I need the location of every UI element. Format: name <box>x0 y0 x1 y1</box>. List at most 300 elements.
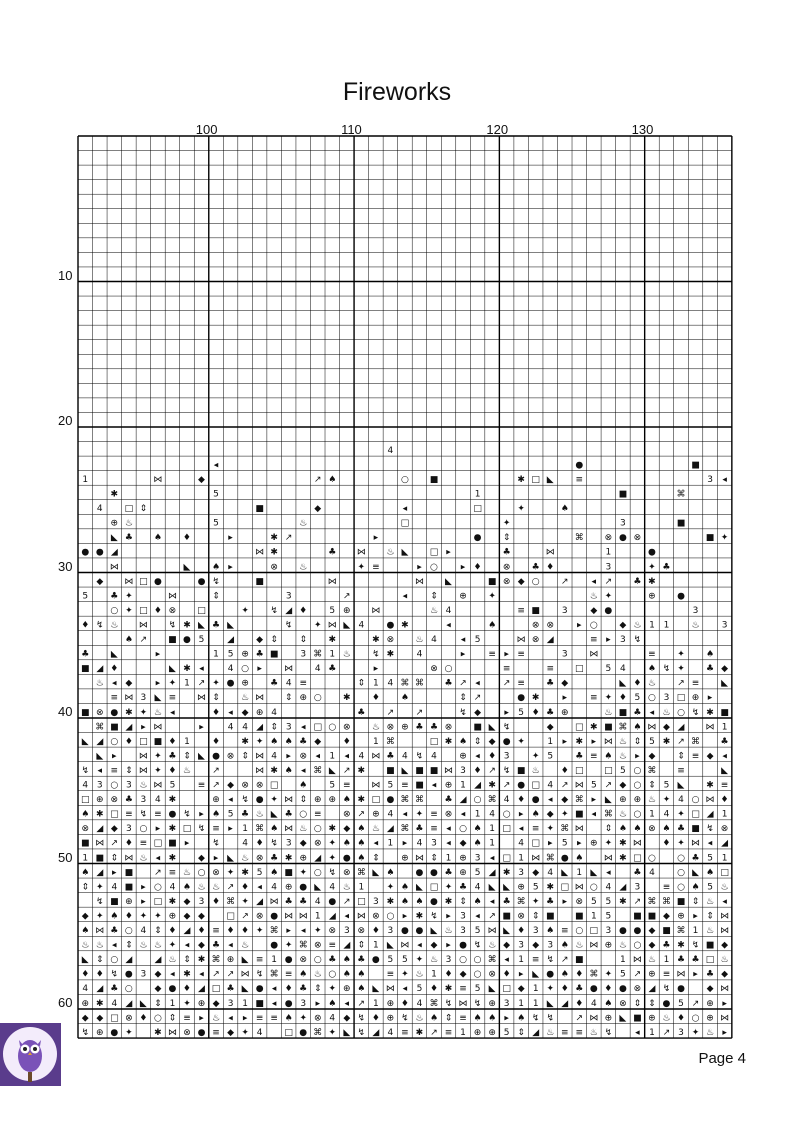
stitch-symbol: ✦ <box>139 707 148 718</box>
stitch-symbol: ⊕ <box>604 940 613 951</box>
stitch-symbol: ↯ <box>633 635 642 646</box>
stitch-symbol: ● <box>517 780 526 791</box>
stitch-symbol: 5 <box>402 955 408 966</box>
stitch-symbol: ↯ <box>96 620 104 631</box>
stitch-symbol: 5 <box>649 736 655 747</box>
stitch-symbol: 1 <box>329 751 336 762</box>
stitch-symbol: ♣ <box>662 940 671 951</box>
row-number: 20 <box>58 413 73 428</box>
stitch-symbol: ▸ <box>518 969 524 980</box>
stitch-symbol: ⌘ <box>676 926 686 937</box>
stitch-symbol: ⇕ <box>430 853 438 864</box>
stitch-symbol: ◆ <box>517 576 525 587</box>
stitch-symbol: ◣ <box>430 926 438 937</box>
stitch-symbol: ⌘ <box>560 824 570 835</box>
stitch-symbol: ○ <box>444 664 453 675</box>
stitch-symbol: ♠ <box>386 867 395 878</box>
stitch-symbol: 1 <box>329 649 336 660</box>
stitch-symbol: ↗ <box>488 911 496 922</box>
row-number: 30 <box>58 558 73 574</box>
stitch-symbol: ⋈ <box>255 547 265 558</box>
stitch-symbol: ⋈ <box>458 998 468 1009</box>
stitch-symbol: ↯ <box>473 998 482 1009</box>
stitch-symbol: ♦ <box>618 693 627 704</box>
stitch-symbol: ✦ <box>386 882 395 893</box>
stitch-symbol: 1 <box>314 911 321 922</box>
stitch-symbol: 4 <box>678 795 684 806</box>
stitch-symbol: □ <box>429 882 439 893</box>
stitch-symbol: ● <box>386 795 395 806</box>
stitch-symbol: 5 <box>518 707 525 718</box>
stitch-symbol: ⊗ <box>386 635 395 646</box>
stitch-symbol: ◂ <box>112 940 117 951</box>
stitch-symbol: 4 <box>314 664 321 675</box>
stitch-symbol: ♨ <box>371 824 380 835</box>
stitch-symbol: ⋈ <box>400 940 410 951</box>
stitch-symbol: ▸ <box>504 649 509 660</box>
stitch-symbol: ↗ <box>226 882 235 893</box>
stitch-symbol: 1 <box>358 882 365 893</box>
stitch-symbol: ♨ <box>168 955 177 966</box>
stitch-symbol: ✱ <box>183 969 191 980</box>
stitch-symbol: ◂ <box>300 765 306 776</box>
stitch-symbol: 1 <box>663 620 670 631</box>
stitch-symbol: ♣ <box>575 751 584 762</box>
stitch-symbol: ⊗ <box>720 824 729 835</box>
stitch-symbol: ■ <box>269 649 279 660</box>
stitch-symbol: 4 <box>111 882 118 893</box>
stitch-symbol: ⋈ <box>705 795 715 806</box>
stitch-symbol: ◢ <box>96 664 104 675</box>
stitch-symbol: ◂ <box>446 838 451 849</box>
stitch-symbol: ⋈ <box>705 722 715 733</box>
stitch-symbol: ⋈ <box>603 736 613 747</box>
stitch-symbol: ⊕ <box>648 969 656 980</box>
stitch-symbol: ● <box>197 1027 206 1038</box>
stitch-symbol: ◂ <box>475 678 480 689</box>
stitch-symbol: ▸ <box>707 693 713 704</box>
stitch-symbol: ■ <box>415 780 424 791</box>
stitch-symbol: ✦ <box>255 926 264 937</box>
stitch-symbol: ≡ <box>691 678 700 689</box>
stitch-symbol: 1 <box>649 620 655 631</box>
stitch-symbol: ◣ <box>445 576 452 587</box>
stitch-symbol: ♦ <box>241 926 250 937</box>
stitch-symbol: ⊗ <box>299 751 307 762</box>
stitch-symbol: ◂ <box>402 984 408 995</box>
stitch-symbol: ⊗ <box>343 809 351 820</box>
stitch-symbol: ● <box>255 795 264 806</box>
stitch-symbol: ▸ <box>591 795 597 806</box>
stitch-symbol: 3 <box>518 867 525 878</box>
stitch-symbol: ◆ <box>212 998 220 1009</box>
stitch-symbol: 1 <box>184 736 190 747</box>
stitch-symbol: ⊕ <box>255 707 264 718</box>
stitch-symbol: 5 <box>503 1027 510 1038</box>
stitch-symbol: ↯ <box>502 765 511 776</box>
stitch-symbol: ⋈ <box>138 751 148 762</box>
stitch-symbol: ♣ <box>124 533 133 544</box>
stitch-symbol: ♨ <box>720 955 729 966</box>
stitch-symbol: ♣ <box>328 955 337 966</box>
stitch-symbol: ○ <box>531 576 540 587</box>
stitch-symbol: ■ <box>429 474 439 485</box>
stitch-symbol: ▸ <box>402 911 408 922</box>
stitch-symbol: □ <box>269 780 279 791</box>
stitch-symbol: ○ <box>139 824 148 835</box>
stitch-symbol: ■ <box>676 896 686 907</box>
stitch-symbol: 1 <box>271 955 278 966</box>
stitch-symbol: ⇕ <box>633 998 642 1009</box>
stitch-symbol: □ <box>604 765 613 776</box>
stitch-symbol: ◢ <box>256 896 264 907</box>
stitch-symbol: ▸ <box>446 911 451 922</box>
stitch-symbol: ♨ <box>182 765 192 776</box>
stitch-symbol: ↯ <box>430 911 438 922</box>
stitch-symbol: ◆ <box>663 911 670 922</box>
stitch-symbol: 4 <box>518 838 525 849</box>
stitch-symbol: 3 <box>140 795 147 806</box>
stitch-symbol: ◂ <box>504 955 509 966</box>
stitch-symbol: ♨ <box>444 926 453 937</box>
stitch-symbol: ■ <box>531 605 540 616</box>
stitch-symbol: ▸ <box>373 664 379 675</box>
stitch-symbol: ♣ <box>124 795 133 806</box>
stitch-symbol: ◢ <box>648 984 656 995</box>
stitch-symbol: ♣ <box>241 809 250 820</box>
stitch-symbol: ♣ <box>299 984 308 995</box>
stitch-symbol: ⋈ <box>414 853 424 864</box>
column-number: 110 <box>341 122 362 137</box>
stitch-symbol: ⊕ <box>691 693 700 704</box>
stitch-symbol: ◣ <box>721 678 729 689</box>
stitch-symbol: ⇕ <box>125 765 133 776</box>
stitch-symbol: ⇕ <box>125 940 133 951</box>
stitch-symbol: ▸ <box>242 1013 248 1024</box>
stitch-symbol: ⊕ <box>633 795 642 806</box>
stitch-symbol: ○ <box>313 824 322 835</box>
stitch-symbol: 4 <box>387 678 394 689</box>
stitch-symbol: ↗ <box>357 809 366 820</box>
stitch-symbol: ◢ <box>125 955 133 966</box>
stitch-symbol: ✱ <box>546 882 554 893</box>
stitch-symbol: ♠ <box>357 838 366 849</box>
stitch-symbol: ♣ <box>706 969 715 980</box>
stitch-symbol: ○ <box>648 853 656 864</box>
stitch-symbol: ↗ <box>110 838 119 849</box>
stitch-symbol: ■ <box>168 838 177 849</box>
stitch-symbol: ▸ <box>184 838 190 849</box>
stitch-symbol: ⊗ <box>357 926 366 937</box>
stitch-symbol: ✦ <box>212 678 220 689</box>
stitch-symbol: ◂ <box>228 1013 233 1024</box>
stitch-symbol: ⊗ <box>633 533 642 544</box>
stitch-symbol: ♦ <box>473 765 482 776</box>
stitch-symbol: ♨ <box>618 940 627 951</box>
stitch-symbol: ♠ <box>618 824 627 835</box>
stitch-symbol: □ <box>139 605 148 616</box>
stitch-symbol: ♦ <box>662 838 671 849</box>
stitch-symbol: ♣ <box>328 664 337 675</box>
stitch-symbol: ◢ <box>343 940 351 951</box>
stitch-symbol: ⋈ <box>255 693 265 704</box>
stitch-symbol: ⇕ <box>154 926 162 937</box>
stitch-symbol: ✦ <box>328 853 337 864</box>
stitch-symbol: ♠ <box>357 969 366 980</box>
stitch-symbol: ⋈ <box>574 882 584 893</box>
stitch-symbol: ♦ <box>197 926 206 937</box>
stitch-symbol: ○ <box>153 882 162 893</box>
stitch-symbol: 5 <box>474 984 481 995</box>
stitch-symbol: ■ <box>81 664 90 675</box>
stitch-symbol: ◆ <box>227 1027 235 1038</box>
stitch-symbol: ♠ <box>429 1013 439 1024</box>
stitch-symbol: 4 <box>474 882 481 893</box>
stitch-symbol: ⌘ <box>487 795 497 806</box>
stitch-symbol: ⊕ <box>459 867 467 878</box>
stitch-symbol: ≡ <box>125 809 133 820</box>
stitch-symbol: ⇕ <box>139 504 148 515</box>
stitch-symbol: ● <box>633 926 642 937</box>
stitch-symbol: ✦ <box>488 591 496 602</box>
stitch-symbol: ♠ <box>81 926 90 937</box>
stitch-symbol: ● <box>415 867 424 878</box>
stitch-symbol: ■ <box>95 853 105 864</box>
stitch-symbol: ✱ <box>125 707 133 718</box>
stitch-symbol: ⇕ <box>604 824 613 835</box>
stitch-symbol: ◢ <box>198 984 205 995</box>
stitch-symbol: ⊗ <box>430 664 438 675</box>
stitch-symbol: ◣ <box>372 867 380 878</box>
stitch-symbol: ◣ <box>168 664 176 675</box>
stitch-symbol: ≡ <box>212 824 220 835</box>
stitch-symbol: ⊕ <box>488 998 496 1009</box>
stitch-symbol: ▸ <box>155 649 161 660</box>
stitch-symbol: ⊗ <box>96 707 104 718</box>
stitch-symbol: ♦ <box>371 1013 380 1024</box>
stitch-symbol: ♠ <box>284 736 293 747</box>
stitch-symbol: ↗ <box>560 955 569 966</box>
stitch-symbol: ◆ <box>96 1013 104 1024</box>
stitch-symbol: 1 <box>82 474 89 485</box>
stitch-symbol: ⊕ <box>459 853 467 864</box>
stitch-symbol: ⇕ <box>430 591 438 602</box>
stitch-symbol: ⊕ <box>459 591 467 602</box>
stitch-symbol: ✱ <box>328 824 337 835</box>
stitch-symbol: ✦ <box>677 838 685 849</box>
stitch-symbol: ○ <box>677 867 685 878</box>
stitch-symbol: ↗ <box>560 780 569 791</box>
stitch-symbol: 1 <box>372 998 379 1009</box>
stitch-symbol: ⌘ <box>516 896 526 907</box>
stitch-symbol: ⌘ <box>313 765 323 776</box>
stitch-symbol: ◂ <box>228 940 233 951</box>
stitch-symbol: ■ <box>720 707 729 718</box>
stitch-symbol: ● <box>502 736 511 747</box>
stitch-symbol: ◢ <box>561 998 569 1009</box>
stitch-symbol: ▸ <box>199 1013 204 1024</box>
stitch-symbol: ♣ <box>299 896 308 907</box>
stitch-symbol: ⌘ <box>661 896 671 907</box>
stitch-symbol: ◆ <box>532 940 540 951</box>
stitch-symbol: 3 <box>692 605 699 616</box>
stitch-symbol: ⊗ <box>633 984 642 995</box>
stitch-symbol: ↯ <box>110 969 119 980</box>
stitch-symbol: ● <box>168 984 177 995</box>
stitch-symbol: ○ <box>691 795 700 806</box>
stitch-symbol: ⊗ <box>212 867 220 878</box>
stitch-symbol: ⌘ <box>414 678 424 689</box>
stitch-symbol: ♨ <box>618 736 627 747</box>
stitch-symbol: ◢ <box>183 926 191 937</box>
stitch-symbol: ▸ <box>213 853 219 864</box>
stitch-symbol: □ <box>531 838 540 849</box>
stitch-symbol: ◢ <box>721 838 729 849</box>
stitch-symbol: ⇕ <box>677 751 685 762</box>
stitch-symbol: ⌘ <box>618 722 628 733</box>
stitch-symbol: 1 <box>605 547 612 558</box>
stitch-symbol: ✱ <box>415 1027 424 1038</box>
stitch-symbol: 3 <box>343 926 350 937</box>
stitch-symbol: ⌘ <box>313 1027 323 1038</box>
stitch-symbol: 1 <box>242 824 248 835</box>
stitch-symbol: ⇕ <box>270 635 278 646</box>
stitch-symbol: □ <box>211 984 221 995</box>
stitch-symbol: 1 <box>518 853 525 864</box>
stitch-symbol: ◣ <box>619 678 627 689</box>
stitch-symbol: ⊕ <box>343 605 351 616</box>
stitch-symbol: ⌘ <box>211 955 221 966</box>
stitch-symbol: ≡ <box>677 765 685 776</box>
stitch-symbol: ○ <box>473 969 482 980</box>
stitch-symbol: 1 <box>242 998 248 1009</box>
stitch-symbol: ◢ <box>227 635 235 646</box>
stitch-symbol: ✦ <box>604 838 613 849</box>
stitch-symbol: 4 <box>416 649 423 660</box>
stitch-symbol: ◂ <box>591 576 597 587</box>
stitch-symbol: ⊗ <box>444 722 453 733</box>
stitch-symbol: ♣ <box>415 824 424 835</box>
stitch-symbol: ♨ <box>415 969 424 980</box>
stitch-symbol: ✱ <box>575 736 584 747</box>
stitch-symbol: ≡ <box>575 474 584 485</box>
stitch-symbol: 1 <box>721 853 728 864</box>
stitch-symbol: ◆ <box>503 940 511 951</box>
stitch-symbol: ♠ <box>81 867 90 878</box>
stitch-symbol: ◂ <box>344 998 350 1009</box>
stitch-symbol: ■ <box>386 765 395 776</box>
stitch-symbol: ■ <box>705 940 715 951</box>
stitch-symbol: ≡ <box>270 1013 278 1024</box>
stitch-symbol: ♠ <box>604 751 613 762</box>
stitch-symbol: ⇕ <box>691 896 700 907</box>
stitch-symbol: ♠ <box>124 635 133 646</box>
stitch-symbol: ⊕ <box>125 896 133 907</box>
stitch-symbol: 5 <box>169 780 176 791</box>
stitch-symbol: ⌘ <box>400 795 410 806</box>
stitch-symbol: ⌘ <box>574 795 584 806</box>
stitch-symbol: ⋈ <box>589 940 599 951</box>
stitch-symbol: ○ <box>241 664 250 675</box>
stitch-symbol: ◆ <box>459 969 467 980</box>
stitch-symbol: 1 <box>489 838 495 849</box>
stitch-symbol: ◂ <box>722 751 727 762</box>
stitch-symbol: ⊕ <box>343 984 351 995</box>
stitch-symbol: ◣ <box>677 780 685 791</box>
stitch-symbol: ✦ <box>154 911 162 922</box>
stitch-symbol: ○ <box>313 693 322 704</box>
stitch-symbol: ≡ <box>444 1027 453 1038</box>
stitch-symbol: ◣ <box>619 1013 627 1024</box>
stitch-symbol: ⋈ <box>531 853 541 864</box>
stitch-symbol: ⌘ <box>429 998 439 1009</box>
stitch-symbol: ↗ <box>139 635 148 646</box>
stitch-symbol: ○ <box>473 795 482 806</box>
stitch-symbol: ⊕ <box>604 1013 613 1024</box>
stitch-symbol: ♣ <box>546 678 555 689</box>
stitch-symbol: 1 <box>460 1027 466 1038</box>
stitch-symbol: ◂ <box>446 824 451 835</box>
stitch-symbol: ◣ <box>110 533 118 544</box>
stitch-symbol: 3 <box>721 620 728 631</box>
stitch-symbol: 5 <box>82 591 89 602</box>
stitch-symbol: ▸ <box>141 896 146 907</box>
stitch-symbol: □ <box>502 824 511 835</box>
stitch-symbol: ● <box>226 678 235 689</box>
stitch-symbol: ♨ <box>153 707 162 718</box>
stitch-symbol: ♦ <box>124 911 133 922</box>
stitch-symbol: ↯ <box>444 998 453 1009</box>
stitch-symbol: 4 <box>155 795 161 806</box>
stitch-symbol: ● <box>618 533 627 544</box>
stitch-symbol: ♨ <box>647 955 656 966</box>
stitch-symbol: ✦ <box>125 605 133 616</box>
stitch-symbol: ⋈ <box>124 693 134 704</box>
stitch-symbol: ♠ <box>473 838 482 849</box>
stitch-symbol: ♠ <box>633 722 642 733</box>
stitch-symbol: ◂ <box>722 474 727 485</box>
stitch-symbol: ≡ <box>488 649 496 660</box>
stitch-symbol: ✦ <box>517 504 525 515</box>
stitch-symbol: ≡ <box>168 693 177 704</box>
stitch-symbol: ⇕ <box>110 853 119 864</box>
stitch-symbol: ◂ <box>300 722 306 733</box>
stitch-symbol: ○ <box>459 955 467 966</box>
stitch-symbol: ♠ <box>473 824 482 835</box>
stitch-symbol: ≡ <box>575 1027 584 1038</box>
stitch-symbol: ⋈ <box>298 911 308 922</box>
stitch-symbol: ◂ <box>257 882 262 893</box>
stitch-symbol: □ <box>575 765 584 776</box>
stitch-symbol: ✱ <box>517 474 525 485</box>
stitch-symbol: ◂ <box>373 838 379 849</box>
stitch-symbol: 5 <box>387 780 394 791</box>
stitch-symbol: 5 <box>227 649 234 660</box>
stitch-symbol: ✦ <box>648 562 656 573</box>
stitch-symbol: ♨ <box>706 926 715 937</box>
stitch-symbol: ◂ <box>199 969 204 980</box>
column-number: 100 <box>195 122 218 137</box>
stitch-symbol: ◢ <box>125 722 133 733</box>
stitch-symbol: 5 <box>329 605 336 616</box>
stitch-symbol: ⇕ <box>270 722 278 733</box>
stitch-symbol: ◣ <box>415 882 423 893</box>
stitch-symbol: ≡ <box>343 780 351 791</box>
stitch-symbol: ↯ <box>662 984 671 995</box>
stitch-symbol: ♣ <box>444 795 453 806</box>
stitch-symbol: ● <box>183 635 191 646</box>
stitch-symbol: 5 <box>474 867 481 878</box>
